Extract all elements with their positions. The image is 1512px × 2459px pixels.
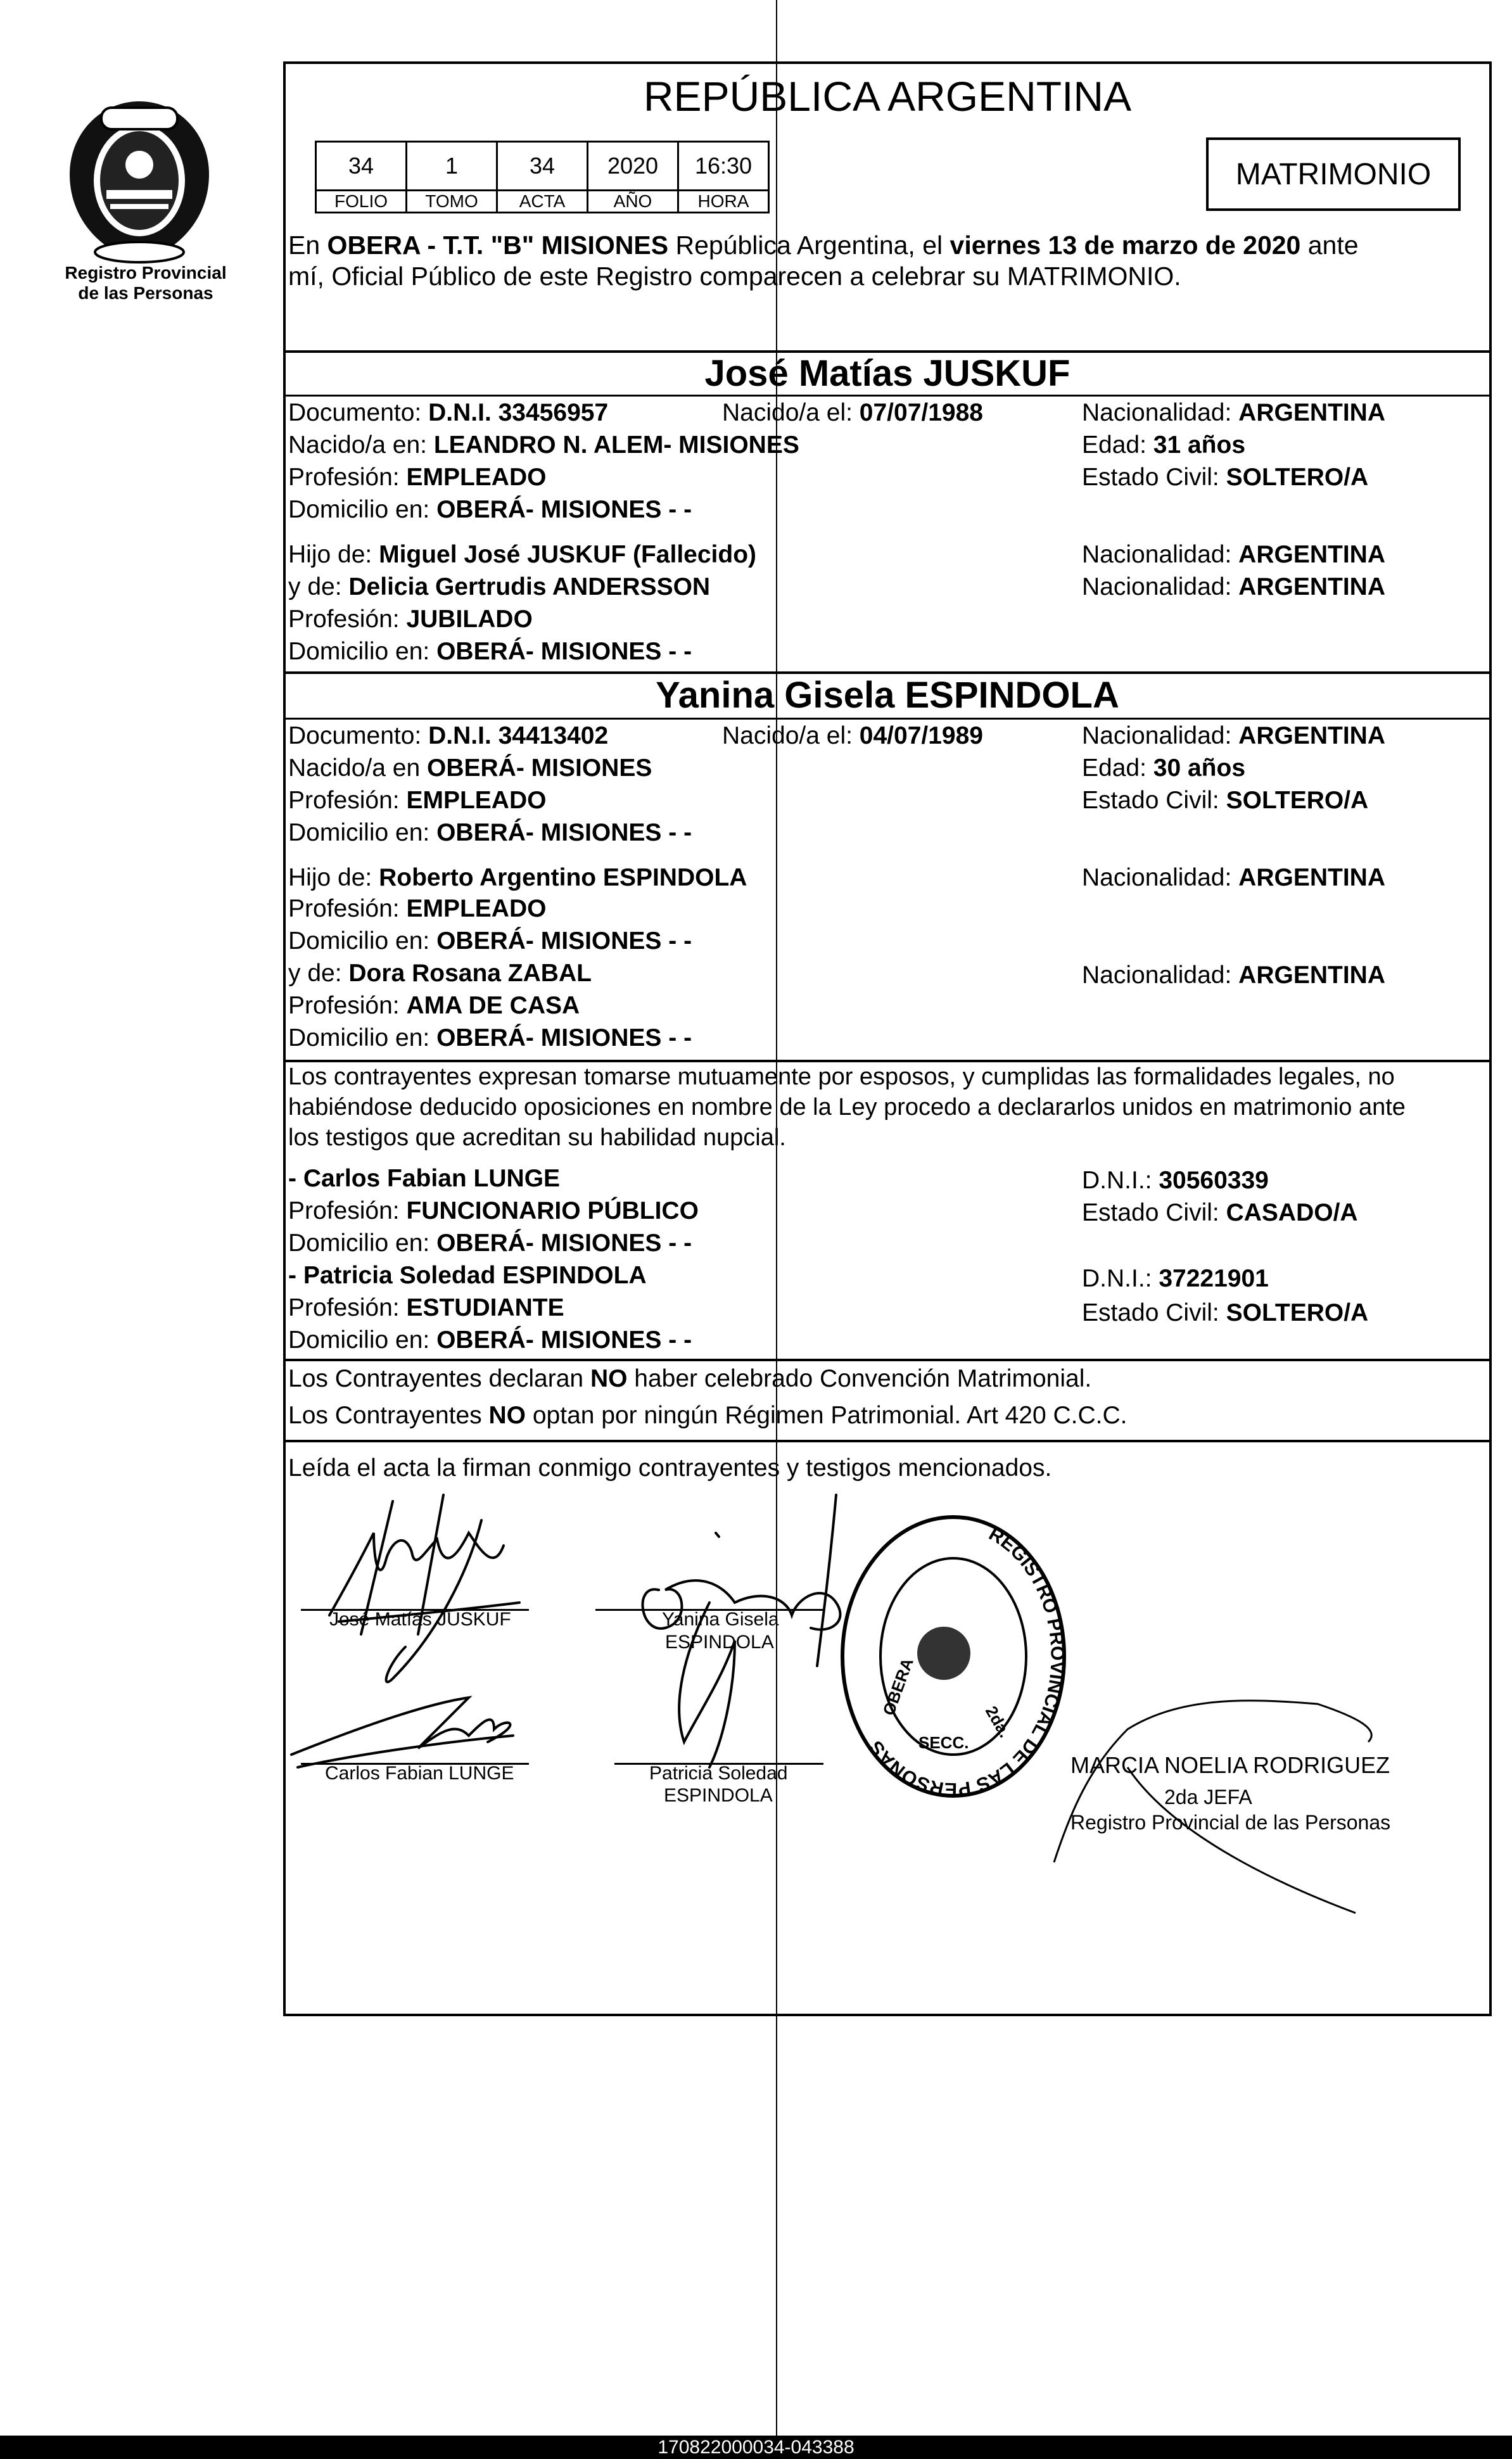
signature-label-2a: Yanina Gisela bbox=[662, 1609, 779, 1630]
declaration-line-3: los testigos que acreditan su habilidad nupcial. bbox=[288, 1124, 786, 1151]
anio-label: AÑO bbox=[588, 191, 678, 213]
signature-label-3: Carlos Fabian LUNGE bbox=[325, 1763, 514, 1784]
divider bbox=[283, 1060, 1492, 1062]
spouse1-born: Nacido/a el: 07/07/1988 bbox=[722, 399, 983, 426]
witness1-civil: Estado Civil: CASADO/A bbox=[1082, 1199, 1358, 1226]
divider bbox=[283, 1440, 1492, 1442]
witness2-dni: D.N.I.: 37221901 bbox=[1082, 1265, 1269, 1292]
witness1-name: - Carlos Fabian LUNGE bbox=[288, 1165, 561, 1192]
divider bbox=[283, 1359, 1492, 1361]
document-id-footer bbox=[0, 2436, 1512, 2459]
spouse2-mother-nat: Nacionalidad: ARGENTINA bbox=[1082, 962, 1386, 989]
anio-value: 2020 bbox=[588, 142, 678, 191]
spouse1-parent-prof: Profesión: JUBILADO bbox=[288, 606, 533, 633]
spouse2-age: Edad: 30 años bbox=[1082, 754, 1246, 782]
declaration-line-2: habiéndose deducido oposiciones en nombre de la Ley procedo a declararlos unidos en matrimonio ante bbox=[288, 1094, 1406, 1121]
witness1-prof: Profesión: FUNCIONARIO PÚBLICO bbox=[288, 1197, 699, 1224]
registry-table bbox=[315, 141, 770, 213]
spouse1-nat: Nacionalidad: ARGENTINA bbox=[1082, 399, 1386, 426]
stamp-number: 2da. bbox=[981, 1703, 1015, 1741]
witness2-civil: Estado Civil: SOLTERO/A bbox=[1082, 1299, 1369, 1326]
witness2-name: - Patricia Soledad ESPINDOLA bbox=[288, 1262, 647, 1289]
witness1-dom: Domicilio en: OBERÁ- MISIONES - - bbox=[288, 1230, 692, 1257]
hora-label: HORA bbox=[678, 191, 769, 213]
witness2-dom: Domicilio en: OBERÁ- MISIONES - - bbox=[288, 1326, 692, 1354]
tomo-value: 1 bbox=[407, 142, 497, 191]
spouse2-father-prof: Profesión: EMPLEADO bbox=[288, 895, 547, 922]
spouse1-parent-dom: Domicilio en: OBERÁ- MISIONES - - bbox=[288, 638, 692, 665]
acta-label: ACTA bbox=[497, 191, 588, 213]
intro-p2: República Argentina, el bbox=[668, 231, 950, 260]
spouse2-father: Hijo de: Roberto Argentino ESPINDOLA bbox=[288, 864, 747, 891]
signature-label-4a: Patricia Soledad bbox=[649, 1763, 788, 1784]
signature-label-1: José Matías JUSKUF bbox=[329, 1609, 511, 1630]
spouse2-birthplace: Nacido/a en OBERÁ- MISIONES bbox=[288, 754, 652, 782]
hora-value: 16:30 bbox=[678, 142, 769, 191]
intro-line-2: mí, Oficial Público de este Registro comparecen a celebrar su MATRIMONIO. bbox=[288, 262, 1181, 291]
logo-caption: Registro Provincial de las Personas bbox=[65, 263, 227, 303]
spouse2-prof: Profesión: EMPLEADO bbox=[288, 787, 547, 814]
intro-p3: ante bbox=[1300, 231, 1359, 260]
spouse1-name: José Matías JUSKUF bbox=[704, 353, 1070, 394]
document-id: 170822000034-043388 bbox=[658, 2437, 854, 2458]
spouse1-dom: Domicilio en: OBERÁ- MISIONES - - bbox=[288, 496, 692, 523]
closing-statement: Leída el acta la firman conmigo contrayentes y testigos mencionados. bbox=[288, 1454, 1052, 1482]
witness1-dni: D.N.I.: 30560339 bbox=[1082, 1167, 1269, 1194]
spouse2-civil: Estado Civil: SOLTERO/A bbox=[1082, 787, 1369, 814]
act-type: MATRIMONIO bbox=[1235, 157, 1432, 191]
spouse2-mother-dom: Domicilio en: OBERÁ- MISIONES - - bbox=[288, 1024, 692, 1052]
spouse1-mother-nat: Nacionalidad: ARGENTINA bbox=[1082, 573, 1386, 600]
spouse2-father-dom: Domicilio en: OBERÁ- MISIONES - - bbox=[288, 927, 692, 955]
tomo-label: TOMO bbox=[407, 191, 497, 213]
official-role: 2da JEFA bbox=[1164, 1786, 1252, 1808]
spouse1-civil: Estado Civil: SOLTERO/A bbox=[1082, 464, 1369, 491]
folio-value: 34 bbox=[316, 142, 407, 191]
regime-line-2: Los Contrayentes NO optan por ningún Régimen Patrimonial. Art 420 C.C.C. bbox=[288, 1402, 1128, 1429]
declaration-line-1: Los contrayentes expresan tomarse mutuamente por esposos, y cumplidas las formalidades legales, no bbox=[288, 1064, 1395, 1090]
spouse2-mother: y de: Dora Rosana ZABAL bbox=[288, 960, 592, 987]
stamp-ring-text: REGISTRO PROVINCIAL DE LAS PERSONAS bbox=[865, 1523, 1068, 1800]
spouse2-mother-prof: Profesión: AMA DE CASA bbox=[288, 992, 580, 1019]
spouse2-dom: Domicilio en: OBERÁ- MISIONES - - bbox=[288, 819, 692, 846]
witness2-prof: Profesión: ESTUDIANTE bbox=[288, 1294, 564, 1321]
spouse1-birthplace: Nacido/a en: LEANDRO N. ALEM- MISIONES bbox=[288, 431, 799, 459]
spouse2-doc: Documento: D.N.I. 34413402 bbox=[288, 722, 609, 749]
stamp-section: SECC. bbox=[918, 1733, 969, 1752]
province-seal-logo bbox=[57, 95, 222, 266]
intro-p1: En bbox=[288, 231, 327, 260]
spouse1-age: Edad: 31 años bbox=[1082, 431, 1246, 459]
spouse1-prof: Profesión: EMPLEADO bbox=[288, 464, 547, 491]
official-signature bbox=[1051, 1653, 1432, 1919]
signature-label-2b: ESPINDOLA bbox=[665, 1632, 774, 1653]
intro-date: viernes 13 de marzo de 2020 bbox=[950, 231, 1301, 260]
registry-stamp bbox=[823, 1508, 1083, 1818]
spouse2-name: Yanina Gisela ESPINDOLA bbox=[656, 675, 1119, 716]
spouse1-mother: y de: Delicia Gertrudis ANDERSSON bbox=[288, 573, 711, 600]
act-type-box bbox=[1206, 137, 1461, 211]
divider bbox=[283, 718, 1492, 720]
spouse1-father-nat: Nacionalidad: ARGENTINA bbox=[1082, 541, 1386, 568]
official-office: Registro Provincial de las Personas bbox=[1070, 1811, 1391, 1834]
folio-label: FOLIO bbox=[316, 191, 407, 213]
spouse2-born: Nacido/a el: 04/07/1989 bbox=[722, 722, 983, 749]
acta-value: 34 bbox=[497, 142, 588, 191]
spouse1-father: Hijo de: Miguel José JUSKUF (Fallecido) bbox=[288, 541, 757, 568]
spouse1-doc: Documento: D.N.I. 33456957 bbox=[288, 399, 609, 426]
spouse2-nat: Nacionalidad: ARGENTINA bbox=[1082, 722, 1386, 749]
official-name: MARCIA NOELIA RODRIGUEZ bbox=[1070, 1752, 1390, 1778]
intro-place: OBERA - T.T. "B" MISIONES bbox=[327, 231, 669, 260]
spouse2-father-nat: Nacionalidad: ARGENTINA bbox=[1082, 864, 1386, 891]
regime-line-1: Los Contrayentes declaran NO haber celebrado Convención Matrimonial. bbox=[288, 1365, 1092, 1392]
stamp-city: OBERA bbox=[879, 1655, 917, 1719]
intro-line-1 bbox=[288, 231, 1359, 259]
country-title: REPÚBLICA ARGENTINA bbox=[643, 73, 1132, 120]
signature-label-4b: ESPINDOLA bbox=[664, 1785, 773, 1806]
